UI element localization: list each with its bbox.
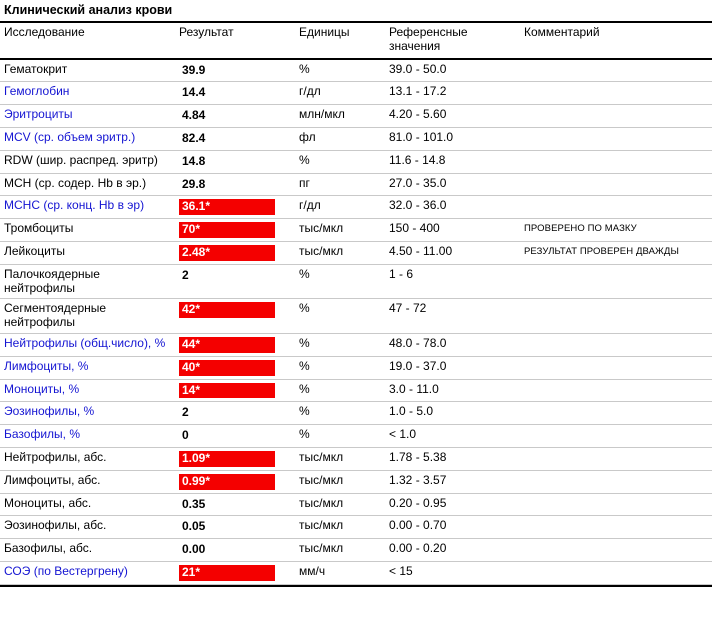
table-body xyxy=(0,59,712,585)
result-text: 1.09* xyxy=(179,451,275,467)
unit-value: % xyxy=(295,356,385,379)
unit-value: г/дл xyxy=(295,82,385,105)
comment-text xyxy=(520,299,712,334)
test-name: Тромбоциты xyxy=(0,219,175,242)
comment-text xyxy=(520,447,712,470)
result-value-abnormal xyxy=(175,470,295,493)
reference-range: 1.0 - 5.0 xyxy=(385,402,520,425)
unit-value: тыс/мкл xyxy=(295,470,385,493)
result-value xyxy=(175,59,295,82)
page-title: Клинический анализ крови xyxy=(4,3,173,17)
result-value-abnormal xyxy=(175,219,295,242)
unit-value: % xyxy=(295,264,385,299)
comment-text xyxy=(520,493,712,516)
result-text: 2 xyxy=(182,267,189,282)
table-row xyxy=(0,241,712,264)
comment-text xyxy=(520,196,712,219)
comment-text xyxy=(520,82,712,105)
result-value xyxy=(175,402,295,425)
reference-range: 1 - 6 xyxy=(385,264,520,299)
table-row xyxy=(0,561,712,584)
result-value xyxy=(175,150,295,173)
comment-text xyxy=(520,470,712,493)
unit-value: мм/ч xyxy=(295,561,385,584)
reference-range: < 1.0 xyxy=(385,425,520,448)
comment-text: РЕЗУЛЬТАТ ПРОВЕРЕН ДВАЖДЫ xyxy=(520,241,712,264)
unit-value: % xyxy=(295,59,385,82)
table-row xyxy=(0,493,712,516)
table-row xyxy=(0,356,712,379)
result-text: 42* xyxy=(179,302,275,318)
result-value-abnormal xyxy=(175,356,295,379)
test-name: RDW (шир. распред. эритр) xyxy=(0,150,175,173)
result-value-abnormal xyxy=(175,561,295,584)
test-name[interactable]: Эозинофилы, % xyxy=(0,402,175,425)
reference-range: 0.20 - 0.95 xyxy=(385,493,520,516)
unit-value: млн/мкл xyxy=(295,105,385,128)
unit-value: тыс/мкл xyxy=(295,447,385,470)
table-row xyxy=(0,402,712,425)
table-row xyxy=(0,173,712,196)
test-name[interactable]: Лимфоциты, % xyxy=(0,356,175,379)
result-value-abnormal xyxy=(175,379,295,402)
table-row xyxy=(0,264,712,299)
result-text: 2.48* xyxy=(179,245,275,261)
result-text: 4.84 xyxy=(182,108,206,123)
table-head xyxy=(0,23,712,59)
table-row xyxy=(0,470,712,493)
unit-value: % xyxy=(295,402,385,425)
reference-range: 11.6 - 14.8 xyxy=(385,150,520,173)
test-name: Лейкоциты xyxy=(0,241,175,264)
reference-range: 0.00 - 0.20 xyxy=(385,539,520,562)
unit-value: % xyxy=(295,150,385,173)
reference-range: 4.50 - 11.00 xyxy=(385,241,520,264)
result-text: 14* xyxy=(179,383,275,399)
result-text: 0.00 xyxy=(182,542,206,557)
result-value xyxy=(175,127,295,150)
unit-value: % xyxy=(295,333,385,356)
result-text: 0 xyxy=(182,428,189,443)
test-name: Моноциты, абс. xyxy=(0,493,175,516)
table-row xyxy=(0,196,712,219)
reference-range: 32.0 - 36.0 xyxy=(385,196,520,219)
comment-text xyxy=(520,402,712,425)
unit-value: фл xyxy=(295,127,385,150)
comment-text xyxy=(520,561,712,584)
table-row xyxy=(0,105,712,128)
table-row xyxy=(0,447,712,470)
result-text: 40* xyxy=(179,360,275,376)
result-text: 14.4 xyxy=(182,85,206,100)
unit-value: тыс/мкл xyxy=(295,516,385,539)
result-value-abnormal xyxy=(175,241,295,264)
result-text: 14.8 xyxy=(182,153,206,168)
table-row xyxy=(0,127,712,150)
column-header-comment: Комментарий xyxy=(520,23,712,59)
comment-text xyxy=(520,105,712,128)
bottom-divider xyxy=(0,585,712,587)
unit-value: % xyxy=(295,299,385,334)
result-text: 0.35 xyxy=(182,496,206,511)
table-row xyxy=(0,425,712,448)
unit-value: тыс/мкл xyxy=(295,241,385,264)
reference-range: 4.20 - 5.60 xyxy=(385,105,520,128)
unit-value: г/дл xyxy=(295,196,385,219)
table-row xyxy=(0,150,712,173)
test-name: Базофилы, абс. xyxy=(0,539,175,562)
result-value xyxy=(175,105,295,128)
result-value-abnormal xyxy=(175,196,295,219)
reference-range: 47 - 72 xyxy=(385,299,520,334)
unit-value: % xyxy=(295,379,385,402)
result-value xyxy=(175,539,295,562)
table-row xyxy=(0,379,712,402)
comment-text xyxy=(520,516,712,539)
unit-value: пг xyxy=(295,173,385,196)
test-name: Лимфоциты, абс. xyxy=(0,470,175,493)
table-row xyxy=(0,59,712,82)
result-text: 44* xyxy=(179,337,275,353)
test-name: MCH (ср. содер. Hb в эр.) xyxy=(0,173,175,196)
comment-text xyxy=(520,173,712,196)
test-name[interactable]: СОЭ (по Вестергрену) xyxy=(0,561,175,584)
comment-text xyxy=(520,264,712,299)
result-value xyxy=(175,516,295,539)
comment-text xyxy=(520,356,712,379)
reference-range: 81.0 - 101.0 xyxy=(385,127,520,150)
result-value xyxy=(175,493,295,516)
test-name[interactable]: MCHC (ср. конц. Hb в эр) xyxy=(0,196,175,219)
comment-text xyxy=(520,539,712,562)
reference-range: 1.78 - 5.38 xyxy=(385,447,520,470)
unit-value: % xyxy=(295,425,385,448)
reference-range: 3.0 - 11.0 xyxy=(385,379,520,402)
test-name[interactable]: MCV (ср. объем эритр.) xyxy=(0,127,175,150)
reference-range: 0.00 - 0.70 xyxy=(385,516,520,539)
test-name[interactable]: Гемоглобин xyxy=(0,82,175,105)
unit-value: тыс/мкл xyxy=(295,539,385,562)
result-value xyxy=(175,82,295,105)
result-text: 0.05 xyxy=(182,519,206,534)
reference-range: 150 - 400 xyxy=(385,219,520,242)
test-name[interactable]: Эритроциты xyxy=(0,105,175,128)
comment-text xyxy=(520,333,712,356)
table-row xyxy=(0,516,712,539)
result-text: 29.8 xyxy=(182,176,206,191)
column-header-units: Единицы xyxy=(295,23,385,59)
result-text: 70* xyxy=(179,222,275,238)
result-text: 82.4 xyxy=(182,130,206,145)
comment-text xyxy=(520,379,712,402)
result-value-abnormal xyxy=(175,299,295,334)
unit-value: тыс/мкл xyxy=(295,219,385,242)
result-text: 36.1* xyxy=(179,199,275,215)
result-text: 0.99* xyxy=(179,474,275,490)
lab-results-table xyxy=(0,23,712,585)
column-header-reference: Референсные значения xyxy=(385,23,520,59)
result-text: 21* xyxy=(179,565,275,581)
test-name[interactable]: Моноциты, % xyxy=(0,379,175,402)
test-name[interactable]: Базофилы, % xyxy=(0,425,175,448)
comment-text xyxy=(520,59,712,82)
result-text: 2 xyxy=(182,405,189,420)
comment-text: ПРОВЕРЕНО ПО МАЗКУ xyxy=(520,219,712,242)
table-row xyxy=(0,219,712,242)
reference-range: 19.0 - 37.0 xyxy=(385,356,520,379)
unit-value: тыс/мкл xyxy=(295,493,385,516)
test-name: Эозинофилы, абс. xyxy=(0,516,175,539)
result-value xyxy=(175,264,295,299)
table-header-row xyxy=(0,23,712,59)
table-row xyxy=(0,539,712,562)
comment-text xyxy=(520,425,712,448)
test-name[interactable]: Нейтрофилы (общ.число), % xyxy=(0,333,175,356)
column-header-result: Результат xyxy=(175,23,295,59)
test-name: Нейтрофилы, абс. xyxy=(0,447,175,470)
reference-range: 48.0 - 78.0 xyxy=(385,333,520,356)
comment-text xyxy=(520,150,712,173)
result-value-abnormal xyxy=(175,447,295,470)
test-name: Гематокрит xyxy=(0,59,175,82)
reference-range: 39.0 - 50.0 xyxy=(385,59,520,82)
reference-range: < 15 xyxy=(385,561,520,584)
test-name: Сегментоядерные нейтрофилы xyxy=(0,299,175,334)
table-row xyxy=(0,299,712,334)
reference-range: 27.0 - 35.0 xyxy=(385,173,520,196)
result-value xyxy=(175,173,295,196)
result-value-abnormal xyxy=(175,333,295,356)
result-value xyxy=(175,425,295,448)
reference-range: 1.32 - 3.57 xyxy=(385,470,520,493)
test-name: Палочкоядерные нейтрофилы xyxy=(0,264,175,299)
comment-text xyxy=(520,127,712,150)
result-text: 39.9 xyxy=(182,62,206,77)
reference-range: 13.1 - 17.2 xyxy=(385,82,520,105)
table-row xyxy=(0,82,712,105)
table-row xyxy=(0,333,712,356)
column-header-test: Исследование xyxy=(0,23,175,59)
